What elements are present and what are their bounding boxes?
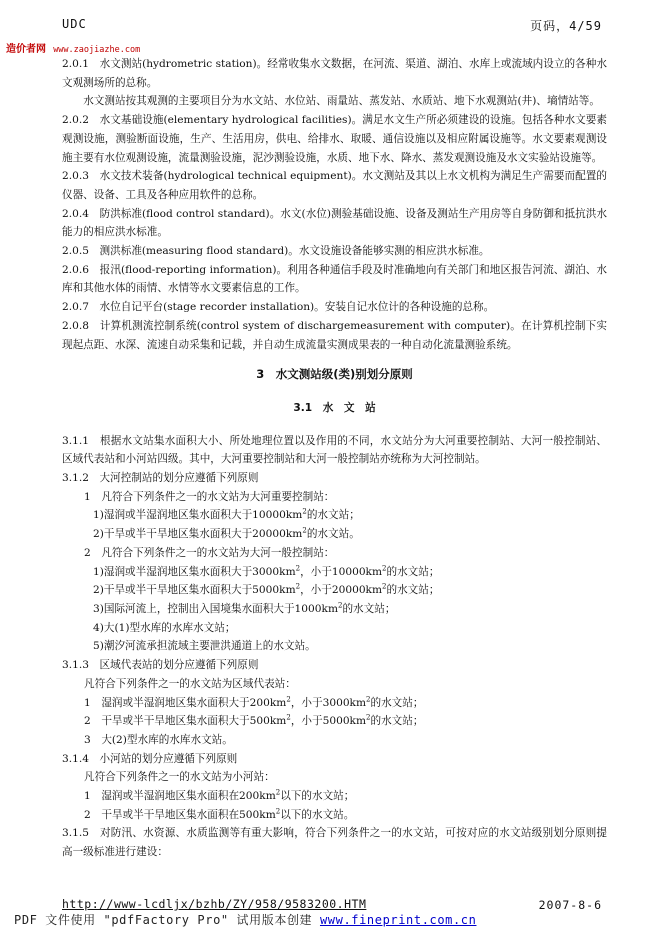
list-item: 4)大(1)型水库的水库水文站； [93,621,236,634]
site-brand: 造价者网 [6,44,46,55]
site-url[interactable]: www.zaojiazhe.com [53,45,141,55]
paragraph: 2.0.5 测洪标准(measuring flood standard)。水文设施设备能够实测的相应洪水标准。 [62,245,490,258]
fineprint-link[interactable]: www.fineprint.com.cn [319,913,477,927]
paragraph: 3.1.5 对防汛、水资源、水质监测等有重大影响，符合下列条件之一的水文站，可按对应的水文站级别划分原则提高一级标准进行建设： [62,827,607,859]
list-item: 2)干旱或半干旱地区集水面积大于$5000km^2$，小于$20000km^2$的水文站； [93,582,440,597]
list-item: 1)湿润或半湿润地区集水面积大于$3000km^2$，小于$10000km^2$的水文站； [93,564,440,578]
paragraph: 2.0.6 报汛(flood-reporting information)。利用各种通信手段及时准确地向有关部门和地区报告河流、湖泊、水库和其他水体的雨情、水情等水文要素信息的工作。 [62,263,607,295]
section-title: 3 水文测站级(类)别划分原则 [256,367,413,382]
paragraph: 3.1.1 根据水文站集水面积大小、所处地理位置以及作用的不同，水文站分为大河重要控制站、大河一般控制站、区域代表站和小河站四级。其中，大河重要控制站和大河一般控制站亦统称为大河控制站。 [62,434,607,466]
site-watermark [6,40,140,55]
subsection-title: 3.1 水 文 站 [293,401,376,414]
list-item: 3 大(2)型水库的水库水文站。 [84,733,233,746]
paragraph: 2.0.1 水文测站(hydrometric station)。经常收集水文数据，在河流、渠道、湖泊、水库上或流域内设立的各种水文观测场所的总称。 [62,58,607,89]
paragraph: 2.0.2 水文基础设施(elementary hydrological facilities)。满足水文生产所必须建设的设施。包括各种水文要素观测设施，测验断面设施，生产、生活用房，供电、给排水、取暖、通信设施以及相应附属设施等。水文要素观测设施主要有水位观测设施，流量测验设施，泥沙测验设施，水质、地下水、降水、蒸发观测设施及水文实验站设施等。 [62,114,607,164]
header-udc: UDC [62,17,87,31]
clause-heading: 3.1.4 小河站的划分应遵循下列原则 [62,752,238,765]
list-item: 2 凡符合下列条件之一的水文站为大河一般控制站： [84,546,335,559]
paragraph: 2.0.3 水文技术装备(hydrological technical equipment)。水文测站及其以上水文机构为满足生产需要而配置的仪器、设备、工具及各种应用软件的总称。 [62,170,607,201]
paragraph: 2.0.8 计算机测流控制系统(control system of dischargemeasurement with computer)。在计算机控制下实现起点距、水深、流速自动采集和记载，并自动生成流量实测成果表的一种自动化流量测验系统。 [62,319,607,351]
paragraph: 2.0.4 防洪标准(flood control standard)。水文(水位)测验基础设施、设备及测站生产用房等自身防御和抵抗洪水能力的相应洪水标准。 [62,207,607,239]
paragraph: 水文测站按其观测的主要项目分为水文站、水位站、雨量站、蒸发站、水质站、地下水观测站(井)、墒情站等。 [83,95,600,108]
list-item: 2)干旱或半干旱地区集水面积大于$20000km^2$的水文站。 [93,526,360,541]
pdf-factory-note: PDF 文件使用 "pdfFactory Pro" 试用版本创建 www.fineprint.com.cn [14,913,477,927]
list-item: 2 干旱或半干旱地区集水面积在$500km^2$以下的水文站。 [84,807,355,821]
footer-date: 2007-8-6 [538,898,602,912]
clause-heading: 3.1.2 大河控制站的划分应遵循下列原则 [62,472,259,485]
list-item: 5)潮汐河流承担流域主要泄洪通道上的水文站。 [93,640,316,653]
header-page-number: 页码，4/59 [530,19,602,33]
paragraph: 2.0.7 水位自记平台(stage recorder installation)。安装自记水位计的各种设施的总称。 [62,301,495,314]
clause-heading: 3.1.3 区域代表站的划分应遵循下列原则 [62,659,259,672]
paragraph: 凡符合下列条件之一的水文站为区域代表站： [84,677,296,690]
document-body [62,55,607,862]
list-item: 3)国际河流上，控制出入国境集水面积大于$1000km^2$的水文站； [93,601,396,615]
list-item: 1 湿润或半湿润地区集水面积在$200km^2$以下的水文站； [84,788,355,803]
list-item: 1 凡符合下列条件之一的水文站为大河重要控制站： [84,490,335,503]
list-item: 1)湿润或半湿润地区集水面积大于$10000km^2$的水文站； [93,507,360,522]
list-item: 1 湿润或半湿润地区集水面积大于$200km^2$，小于$3000km^2$的水文站； [84,694,424,709]
footer-url[interactable]: http://www-lcdljx/bzhb/ZY/958/9583200.HTM [62,897,367,911]
paragraph: 凡符合下列条件之一的水文站为小河站： [84,771,275,784]
list-item: 2 干旱或半干旱地区集水面积大于$500km^2$，小于$5000km^2$的水文站； [84,713,424,728]
